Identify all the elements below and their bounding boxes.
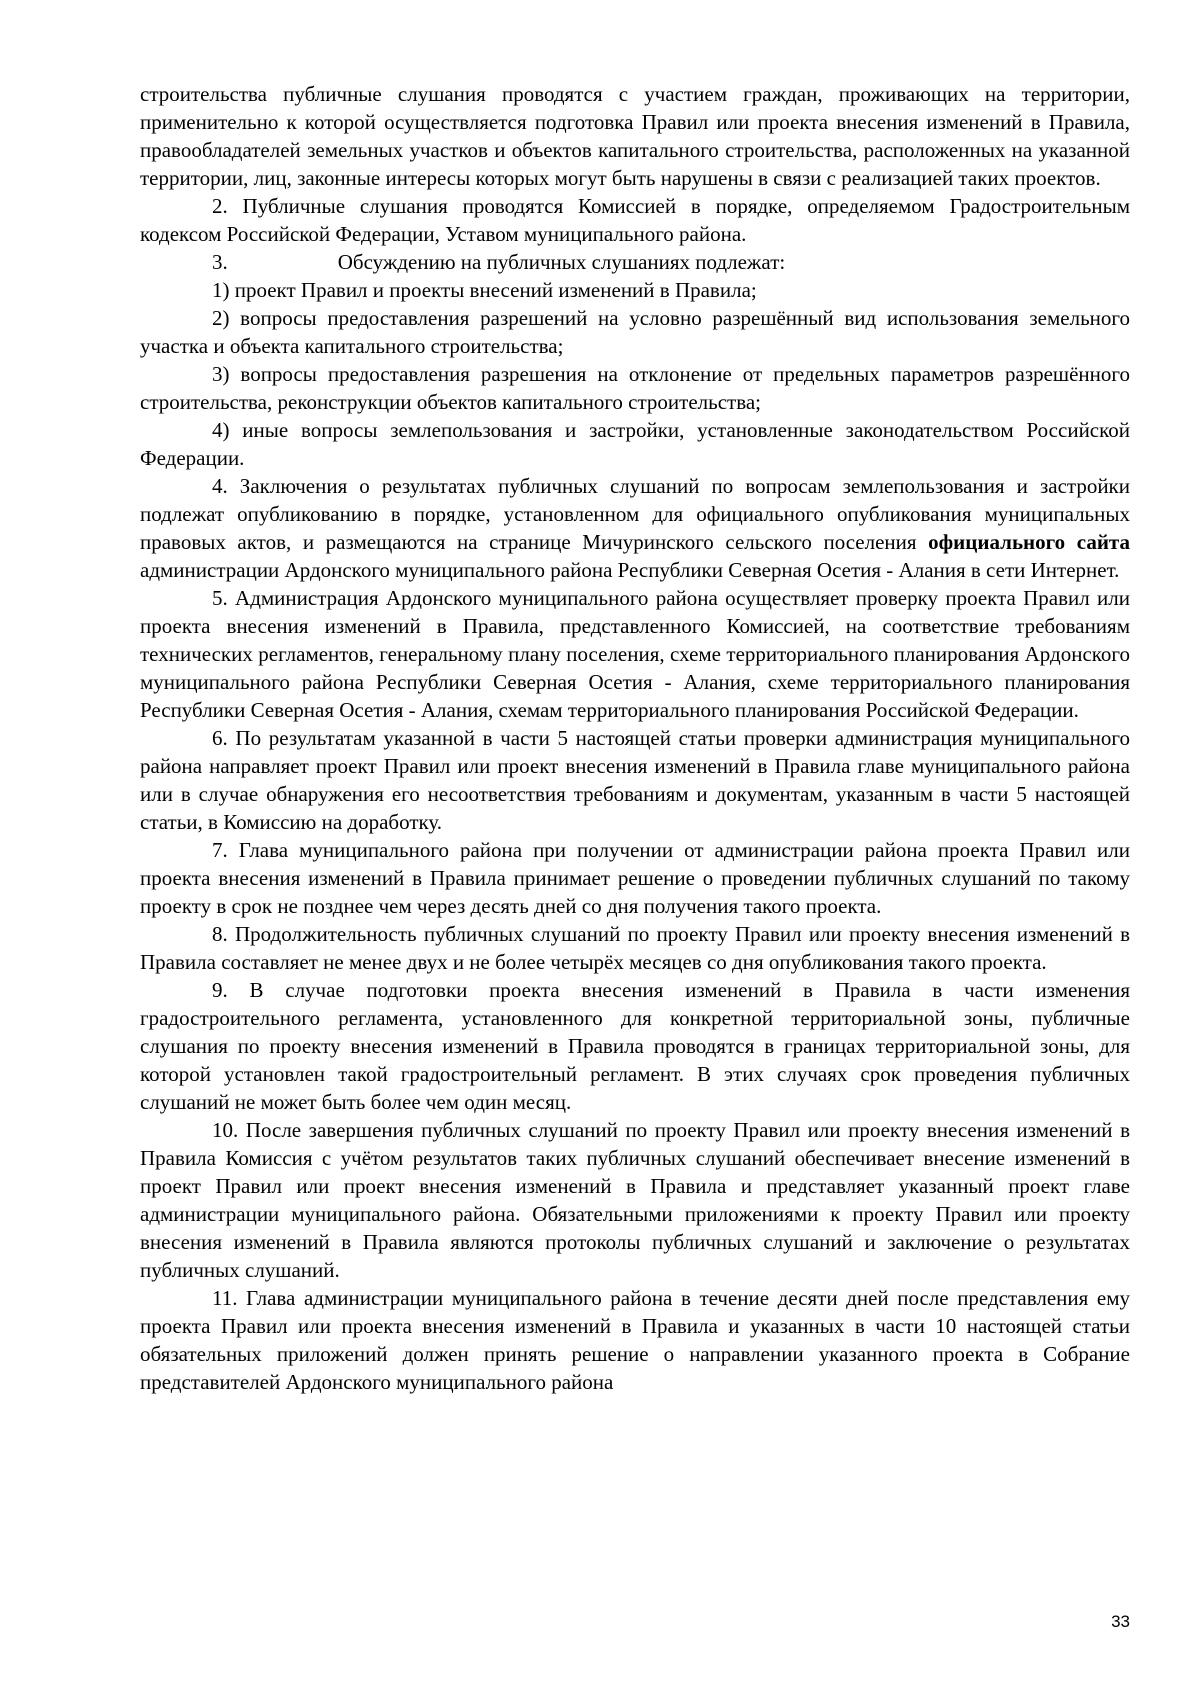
paragraph-5: 5. Администрация Ардонского муниципального района осуществляет проверку проекта Правил или проекта внесения изменений в Правила, представленного Комиссией, на соответствие требованиям технических регламентов, генеральному плану поселения, схеме территориального планирования Ардонского муниципального района Республики Северная Осетия - Алания, схеме территориального планирования Республики Северная Осетия - Алания, схемам территориального планирования Российской Федерации. [140, 586, 1130, 722]
paragraph-3 [140, 248, 1130, 276]
paragraph-8: 8. Продолжительность публичных слушаний по проекту Правил или проекту внесения изменений в Правила составляет не менее двух и не более четырёх месяцев со дня опубликования такого проекта. [140, 922, 1130, 974]
page-number: 33 [1111, 1612, 1130, 1631]
paragraph-3-text: Обсуждению на публичных слушаниях подлежат: [337, 250, 786, 274]
list-item-4: 4) иные вопросы землепользования и застройки, установленные законодательством Российской Федерации. [140, 418, 1130, 470]
paragraph-4-text-start: 4. Заключения о результатах публичных слушаний по вопросам землепользования и застройки подлежат опубликованию в порядке, установленном для официального опубликования муниципальных правовых актов, и размещаются на странице Мичуринского сельского поселения [140, 474, 1130, 554]
paragraph-4 [140, 472, 1130, 584]
list-item-3: 3) вопросы предоставления разрешения на отклонение от предельных параметров разрешённого строительства, реконструкции объектов капитального строительства; [140, 362, 1130, 414]
paragraph-4-bold-text: официального сайта [928, 530, 1130, 554]
paragraph-9: 9. В случае подготовки проекта внесения изменений в Правила в части изменения градостроительного регламента, установленного для конкретной территориальной зоны, публичные слушания по проекту внесения изменений в Правила проводятся в границах территориальной зоны, для которой установлен такой градостроительный регламент. В этих случаях срок проведения публичных слушаний не может быть более чем один месяц. [140, 978, 1130, 1114]
paragraph-4-text-end: администрации Ардонского муниципального района Республики Северная Осетия - Алания в сети Интернет. [140, 558, 1120, 582]
paragraph-3-number: 3. [212, 250, 228, 274]
paragraph-11: 11. Глава администрации муниципального района в течение десяти дней после представления ему проекта Правил или проекта внесения изменений в Правила и указанных в части 10 настоящей статьи обязательных приложений должен принять решение о направлении указанного проекта в Собрание представителей Ардонского муниципального района [140, 1286, 1130, 1394]
paragraph-6: 6. По результатам указанной в части 5 настоящей статьи проверки администрация муниципального района направляет проект Правил или проект внесения изменений в Правила главе муниципального района или в случае обнаружения его несоответствия требованиям и документам, указанным в части 5 настоящей статьи, в Комиссию на доработку. [140, 726, 1130, 834]
paragraph-10: 10. После завершения публичных слушаний по проекту Правил или проекту внесения изменений в Правила Комиссия с учётом результатов таких публичных слушаний обеспечивает внесение изменений в проект Правил или проект внесения изменений в Правила и представляет указанный проект главе администрации муниципального района. Обязательными приложениями к проекту Правил или проекту внесения изменений в Правила являются протоколы публичных слушаний и заключение о результатах публичных слушаний. [140, 1118, 1130, 1282]
document-body [140, 80, 1130, 1396]
paragraph-2: 2. Публичные слушания проводятся Комиссией в порядке, определяемом Градостроительным кодексом Российской Федерации, Уставом муниципального района. [140, 194, 1130, 246]
paragraph-continuation: строительства публичные слушания проводятся с участием граждан, проживающих на территории, применительно к которой осуществляется подготовка Правил или проекта внесения изменений в Правила, правообладателей земельных участков и объектов капитального строительства, расположенных на указанной территории, лиц, законные интересы которых могут быть нарушены в связи с реализацией таких проектов. [140, 82, 1130, 190]
list-item-1: 1) проект Правил и проекты внесений изменений в Правила; [212, 278, 757, 302]
list-item-2: 2) вопросы предоставления разрешений на условно разрешённый вид использования земельного участка и объекта капитального строительства; [140, 306, 1130, 358]
paragraph-7: 7. Глава муниципального района при получении от администрации района проекта Правил или проекта внесения изменений в Правила принимает решение о проведении публичных слушаний по такому проекту в срок не позднее чем через десять дней со дня получения такого проекта. [140, 838, 1130, 918]
